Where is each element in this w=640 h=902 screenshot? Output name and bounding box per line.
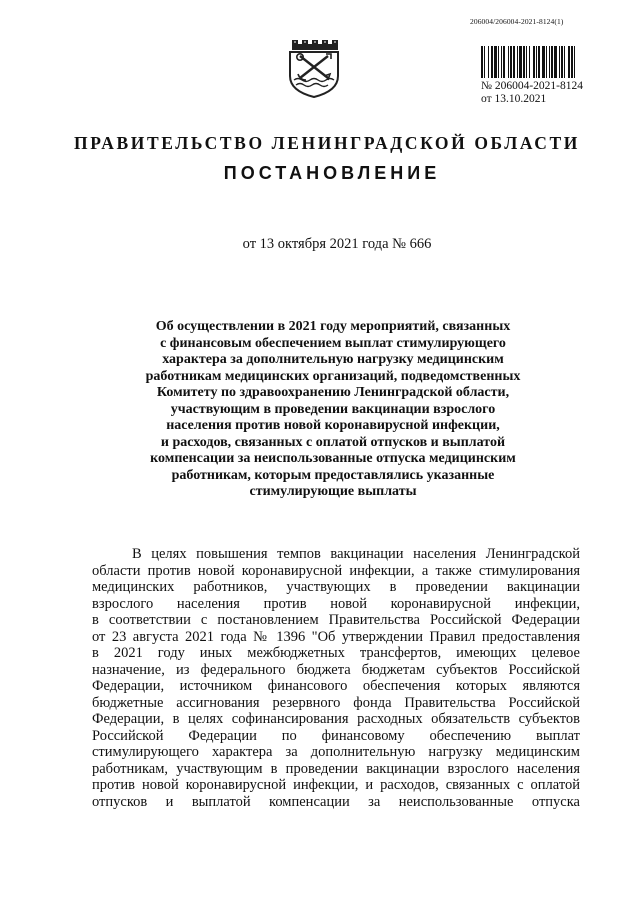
body-line: стимулирующего характера за дополнительную нагрузку медицинским <box>92 744 580 760</box>
title-line: стимулирующие выплаты <box>249 484 417 499</box>
document-date: от 13.10.2021 <box>481 93 547 105</box>
title-line: участвующим в проведении вакцинации взрослого <box>170 401 496 417</box>
document-number-block <box>481 80 583 106</box>
body-line: назначение, из федерального бюджета бюджетам субъектов Российской <box>92 661 580 678</box>
title-line: характера за дополнительную нагрузку медицинским <box>162 352 504 367</box>
body-line: области против новой коронавирусной инфекции, а также стимулирования <box>92 562 580 579</box>
body-line: от 23 августа 2021 года № 1396 "Об утверждении Правил предоставления <box>92 628 580 645</box>
decree-body-paragraph <box>92 546 580 810</box>
decree-title <box>130 319 536 501</box>
body-line: работникам, участвующим в проведении вакцинации взрослого населения <box>92 760 580 777</box>
title-line: населения против новой коронавирусной инфекции, <box>166 418 500 433</box>
title-line: с финансовым обеспечением выплат стимулирующего <box>160 335 506 351</box>
body-line: против новой коронавирусной инфекции, и расходов, связанных с оплатой <box>92 777 580 793</box>
body-line: отпусков и выплатой компенсации за неиспользованные отпуска <box>92 793 580 810</box>
body-line: В целях повышения темпов вакцинации населения Ленинградской <box>132 546 580 562</box>
title-line: Комитету по здравоохранению Ленинградской области, <box>156 385 510 400</box>
body-line: Федерации, источником финансового обеспечения которых являются <box>92 678 580 694</box>
body-line: бюджетные ассигнования резервного фонда Правительства Российской <box>92 694 580 711</box>
body-line: в 2021 году иных межбюджетных трансфертов, имеющих целевое <box>92 645 580 661</box>
coat-of-arms-icon <box>286 36 342 98</box>
decree-date-number: от 13 октября 2021 года № 666 <box>242 236 432 252</box>
title-line: и расходов, связанных с оплатой отпусков и выплатой <box>160 434 506 450</box>
body-line: в соответствии с постановлением Правительства Российской Федерации <box>92 612 580 628</box>
document-number: № 206004-2021-8124 <box>481 80 584 92</box>
body-line: Российской Федерации по финансовому обеспечению выплат <box>92 727 580 744</box>
title-line: Об осуществлении в 2021 году мероприятий, связанных <box>155 319 511 334</box>
title-line: компенсации за неиспользованные отпуска медицинским <box>150 451 516 466</box>
government-name: ПРАВИТЕЛЬСТВО ЛЕНИНГРАДСКОЙ ОБЛАСТИ <box>73 133 581 153</box>
decree-heading: ПОСТАНОВЛЕНИЕ <box>223 163 441 183</box>
body-line: медицинских работников, участвующих в проведении вакцинации <box>92 579 580 595</box>
body-line: взрослого населения против новой коронавирусной инфекции, <box>92 595 580 612</box>
title-line: работникам, которым предоставлялись указанные <box>171 467 495 483</box>
document-registration-id: 206004/206004-2021-8124(1) <box>470 17 564 26</box>
barcode-icon <box>481 46 607 78</box>
body-line: Федерации, в целях софинансирования расходных обязательств субъектов <box>92 711 580 727</box>
title-line: работникам медицинских организаций, подведомственных <box>145 368 521 384</box>
